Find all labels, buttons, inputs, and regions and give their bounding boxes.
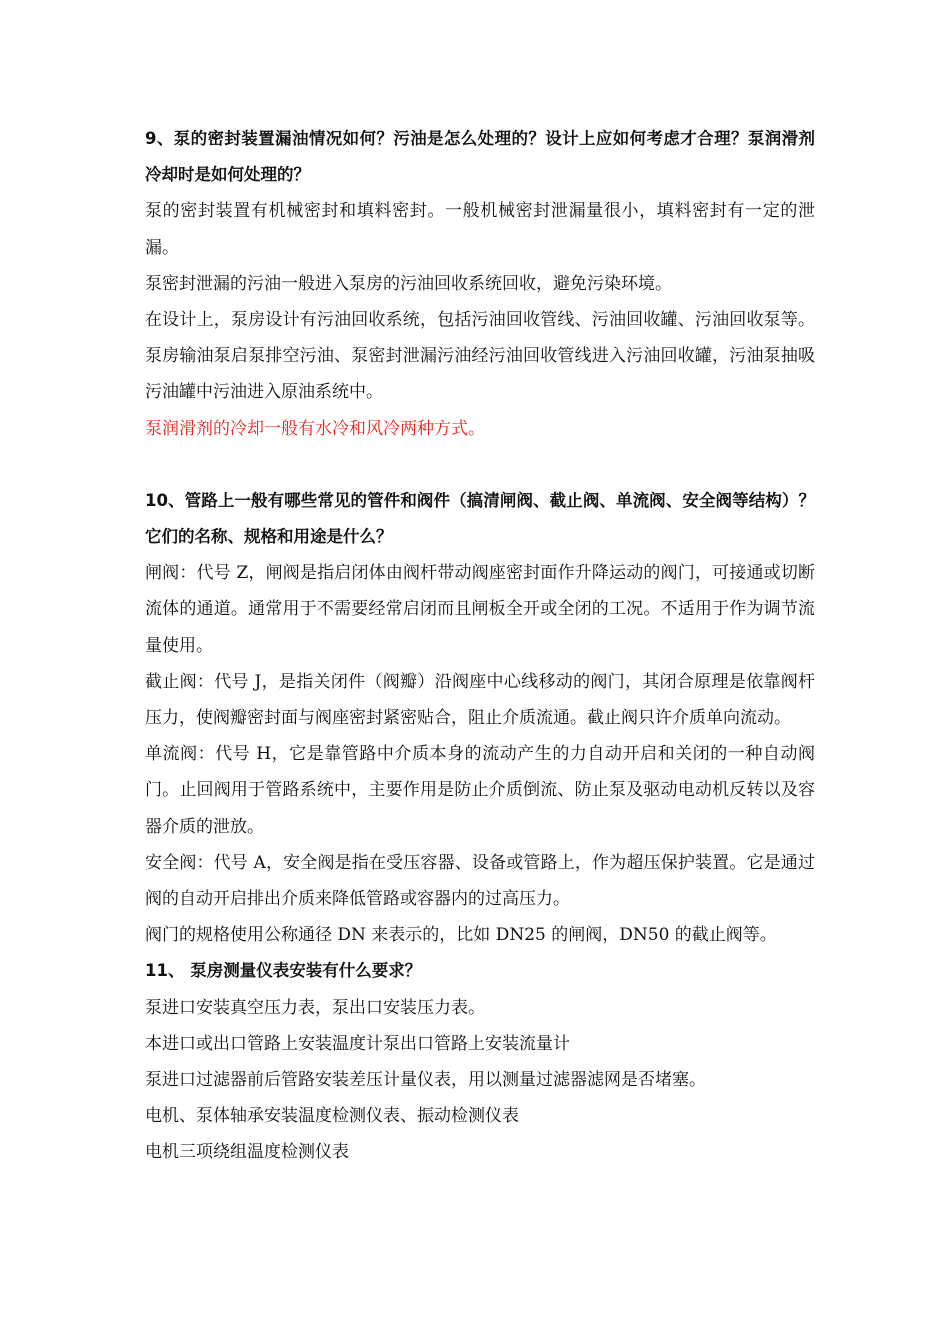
answer-10-safety-valve: 安全阀：代号 A，安全阀是指在受压容器、设备或管路上，作为超压保护装置。它是通过阀的自动开启排出介质来降低管路或容器内的过高压力。 <box>145 852 815 910</box>
section-spacer <box>145 447 815 483</box>
answer-10-check-valve: 单流阀：代号 H，它是靠管路中介质本身的流动产生的力自动开启和关闭的一种自动阀门。止回阀用于管路系统中，主要作用是防止介质倒流、防止泵及驱动电动机反转以及容器介质的泄放。 <box>145 744 815 837</box>
answer-11-4: 电机、泵体轴承安装温度检测仪表、振动检测仪表 <box>145 1106 519 1127</box>
answer-9-3: 在设计上，泵房设计有污油回收系统，包括污油回收管线、污油回收罐、污油回收泵等。泵房输油泵启泵排空污油、泵密封泄漏污油经污油回收管线进入污油回收罐，污油泵抽吸污油罐中污油进入原油系统中。 <box>145 310 815 403</box>
question-11: 11、 泵房测量仪表安装有什么要求？ <box>145 961 422 981</box>
answer-11-2: 本进口或出口管路上安装温度计泵出口管路上安装流量计 <box>145 1033 570 1054</box>
answer-10-gate-valve: 闸阀：代号 Z，闸阀是指启闭体由阀杆带动阀座密封面作升降运动的阀门，可接通或切断流体的通道。通常用于不需要经常启闭而且闸板全开或全闭的工况。不适用于作为调节流量使用。 <box>145 563 815 656</box>
answer-9-2: 泵密封泄漏的污油一般进入泵房的污油回收系统回收，避免污染环境。 <box>145 273 672 294</box>
answer-11-1: 泵进口安装真空压力表，泵出口安装压力表。 <box>145 997 485 1018</box>
answer-9-1: 泵的密封装置有机械密封和填料密封。一般机械密封泄漏量很小，填料密封有一定的泄漏。 <box>145 201 815 258</box>
answer-9-4-highlight: 泵润滑剂的冷却一般有水冷和风冷两种方式。 <box>145 418 485 439</box>
answer-11-5: 电机三项绕组温度检测仪表 <box>145 1142 349 1163</box>
document-body <box>145 121 815 1171</box>
answer-10-globe-valve: 截止阀：代号 J，是指关闭件（阀瓣）沿阀座中心线移动的阀门，其闭合原理是依靠阀杆压力，使阀瓣密封面与阀座密封紧密贴合，阻止介质流通。截止阀只许介质单向流动。 <box>145 671 815 729</box>
question-10: 10、管路上一般有哪些常见的管件和阀件（搞清闸阀、截止阀、单流阀、安全阀等结构）？它们的名称、规格和用途是什么？ <box>145 490 815 547</box>
answer-10-valve-spec: 阀门的规格使用公称通径 DN 来表示的，比如 DN25 的闸阀，DN50 的截止阀等。 <box>145 925 777 946</box>
answer-11-3: 泵进口过滤器前后管路安装差压计量仪表，用以测量过滤器滤网是否堵塞。 <box>145 1070 706 1091</box>
question-9: 9、泵的密封装置漏油情况如何？污油是怎么处理的？设计上应如何考虑才合理？泵润滑剂冷却时是如何处理的？ <box>145 129 815 185</box>
